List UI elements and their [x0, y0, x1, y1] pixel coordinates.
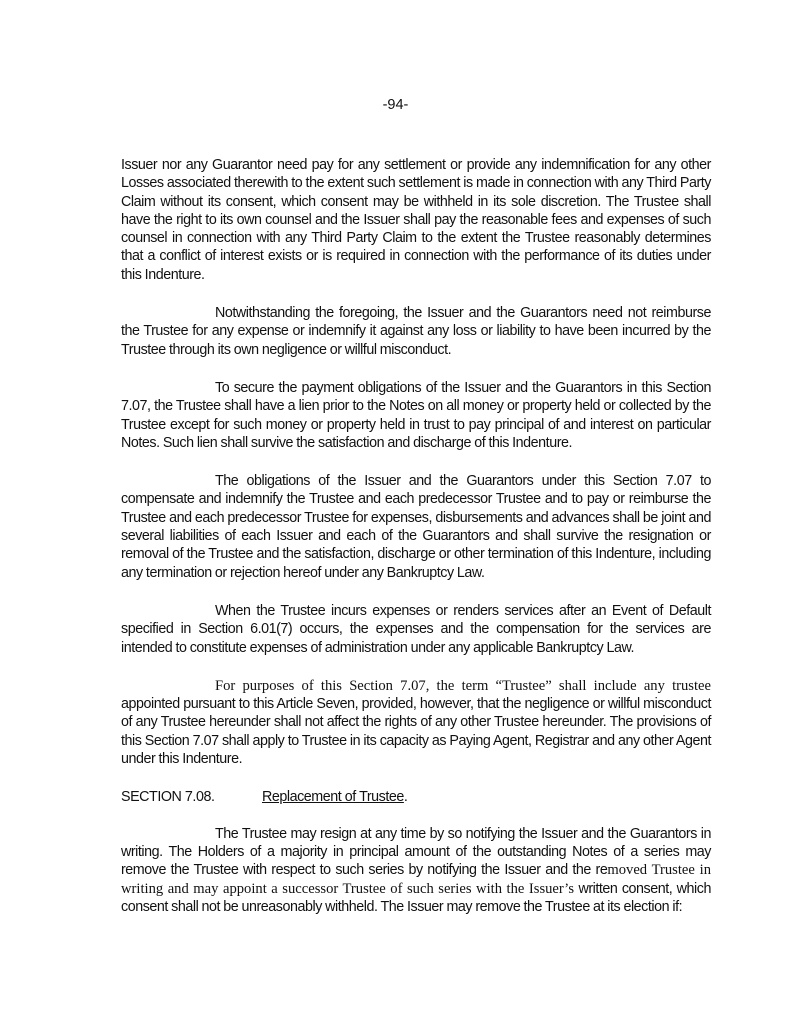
resignation-text-serif-line: moved Trustee in writing and may appoint a successor Trustee of such series with the Issuer’s [121, 862, 711, 897]
section-title-period: . [403, 789, 408, 806]
paragraph-joint-several-liability: The obligations of the Issuer and the Guarantors under this Section 7.07 to compensate and indemnify the Trustee and each predecessor Trustee and to pay or reimburse the Trustee and each predecessor Trustee for expenses, disbursements and advances shall be joint and several liabilities of each Issuer and each of the Guarantors and shall survive the resignation or removal of the Trustee and the satisfaction, discharge or other termination of this Indenture, including any termination or rejection hereof under any Bankruptcy Law. [121, 473, 711, 581]
section-title: Replacement of Trustee [262, 789, 404, 806]
resignation-text-part-1: The Trustee may resign at any time by so notifying the Issuer and the Guarantors in writing. The Holders of a majority in principal amount of the outstanding Notes of a series may remove the Trustee with respect to such series by notifying the Issuer and the re [121, 825, 711, 879]
paragraph-trustee-resignation [121, 825, 711, 916]
paragraph-negligence-exception: Notwithstanding the foregoing, the Issuer and the Guarantors need not reimburse the Trustee for any expense or indemnify it against any loss or liability to have been incurred by the Trustee through its own negligence or willful misconduct. [121, 305, 711, 358]
paragraph-trustee-definition [121, 677, 711, 768]
paragraph-event-of-default-expenses: When the Trustee incurs expenses or renders services after an Event of Default specified in Section 6.01(7) occurs, the expenses and the compensation for the services are intended to constitute expenses of administration under any applicable Bankruptcy Law. [121, 602, 711, 656]
trustee-definition-rest: appointed pursuant to this Article Seven, provided, however, that the negligence or willful misconduct of any Trustee hereunder shall not affect the rights of any other Trustee hereunder. The provisions of this Section 7.07 shall apply to Trustee in its capacity as Paying Agent, Registrar and any other Agent under this Indenture. [121, 696, 711, 768]
page-number: -94- [382, 97, 409, 113]
section-heading [121, 788, 711, 806]
paragraph-indemnification-settlement: Issuer nor any Guarantor need pay for any settlement or provide any indemnification for any other Losses associated therewith to the extent such settlement is made in connection with any Third Party Claim without its consent, which consent may be withheld in its sole discretion. The Trustee shall have the right to its own counsel and the Issuer shall pay the reasonable fees and expenses of such counsel in connection with any Third Party Claim to the extent the Trustee reasonably determines that a conflict of interest exists or is required in connection with the performance of its duties under this Indenture. [121, 157, 711, 283]
document-body [121, 156, 711, 936]
trustee-definition-first-line: For purposes of this Section 7.07, the term “Trustee” shall include any trustee [215, 677, 711, 694]
resignation-text-part-2: written consent, which consent shall not be unreasonably withheld. The Issuer may remove the Trustee at its election if: [121, 880, 711, 915]
paragraph-trustee-lien: To secure the payment obligations of the Issuer and the Guarantors in this Section 7.07, the Trustee shall have a lien prior to the Notes on all money or property held or collected by the Trustee except for such money or property held in trust to pay principal of and interest on particular Notes. Such lien shall survive the satisfaction and discharge of this Indenture. [121, 379, 711, 451]
section-number: SECTION 7.08. [121, 789, 215, 806]
